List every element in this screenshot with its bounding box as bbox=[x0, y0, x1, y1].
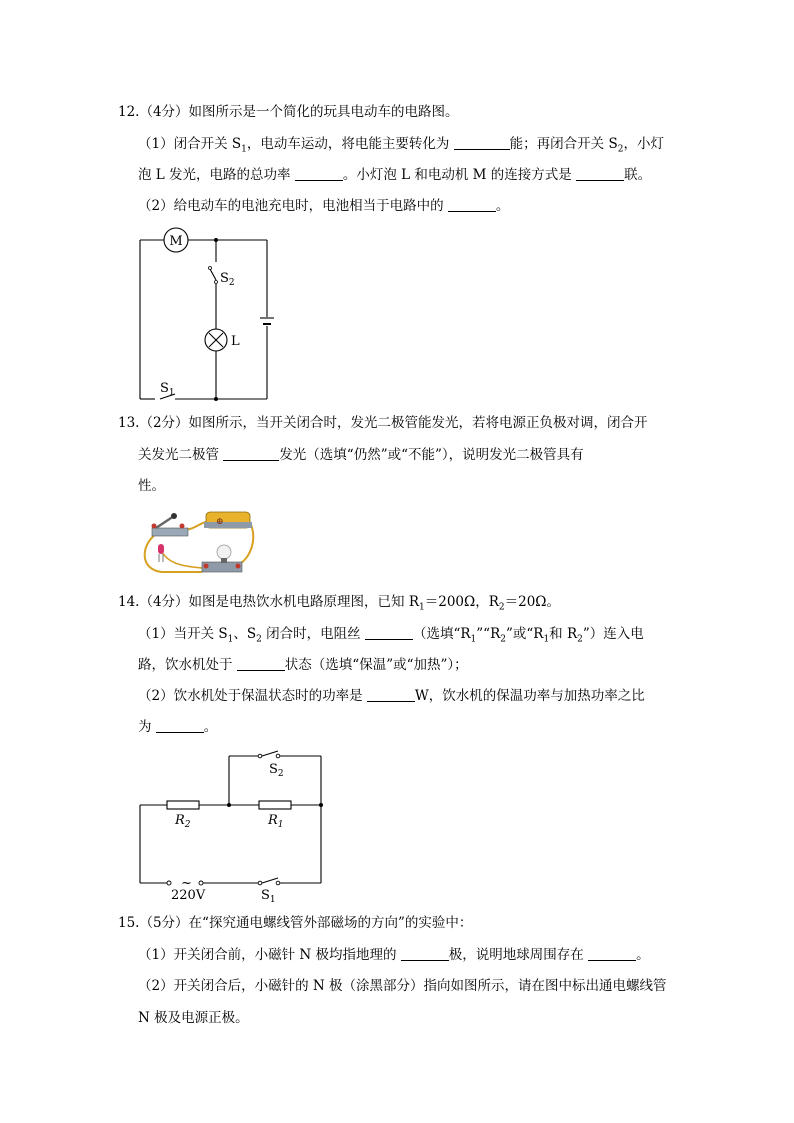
text-span: 、S bbox=[233, 626, 257, 642]
text-span: 。 bbox=[203, 719, 218, 735]
text-span: （1）闭合开关 S bbox=[138, 136, 242, 152]
answer-blank[interactable] bbox=[576, 166, 624, 181]
text-span: 联。 bbox=[624, 167, 652, 183]
q12-part2 bbox=[138, 196, 509, 216]
text-span: ”“R bbox=[476, 626, 501, 642]
answer-blank[interactable] bbox=[401, 946, 449, 961]
q14-circuit-diagram bbox=[130, 745, 330, 905]
subscript: 2 bbox=[617, 144, 624, 155]
small-bulb bbox=[217, 545, 231, 559]
subscript: 1 bbox=[277, 820, 284, 830]
switch-contact bbox=[276, 754, 280, 758]
text-span: ，小灯 bbox=[623, 136, 664, 152]
switch-contact bbox=[215, 281, 218, 284]
q14-part1-line1 bbox=[138, 624, 644, 650]
text-span: ”或“R bbox=[505, 626, 544, 642]
q15-part1 bbox=[138, 945, 650, 965]
switch-contact bbox=[258, 881, 262, 885]
text-span: （2）给电动车的电池充电时，电池相当于电路中的 bbox=[138, 198, 448, 214]
text-span: （2）饮水机处于保温状态时的功率是 bbox=[138, 688, 367, 704]
text-span: ”）连入电 bbox=[582, 626, 644, 642]
text-span: S bbox=[160, 381, 169, 396]
text-span: ，电动车运动，将电能主要转化为 bbox=[246, 136, 454, 152]
switch-handle bbox=[171, 513, 177, 519]
answer-blank[interactable] bbox=[156, 718, 204, 733]
text-span: 极，说明地球周围存在 bbox=[448, 947, 589, 963]
text-span: 路，饮水机处于 bbox=[138, 657, 237, 673]
q13-led-circuit-photo bbox=[138, 500, 256, 582]
subscript: 1 bbox=[227, 634, 234, 645]
q12-circuit-diagram bbox=[130, 222, 280, 407]
text-span: ＝200Ω，R bbox=[424, 594, 499, 610]
text-span: R bbox=[268, 813, 278, 828]
terminal bbox=[152, 524, 157, 529]
subscript: 1 bbox=[241, 144, 247, 155]
subscript: 2 bbox=[228, 278, 235, 288]
text-span: 和 R bbox=[549, 626, 578, 642]
junction-dot bbox=[319, 803, 323, 807]
resistor-r2 bbox=[167, 801, 199, 809]
subscript: 2 bbox=[498, 602, 505, 613]
text-span: 。 bbox=[636, 947, 650, 963]
s1-label bbox=[261, 888, 276, 905]
ac-symbol: ~ bbox=[181, 876, 192, 891]
answer-blank[interactable] bbox=[237, 656, 285, 671]
text-span: S bbox=[261, 888, 270, 903]
text-span: 为 bbox=[138, 719, 156, 735]
text-span: S bbox=[269, 762, 278, 777]
text-span: （选填“R bbox=[412, 626, 471, 642]
q14-part1-line2 bbox=[138, 655, 468, 675]
q12-part1-line1 bbox=[138, 134, 664, 160]
subscript: 2 bbox=[500, 634, 506, 645]
q14-part2-line1 bbox=[138, 686, 645, 706]
subscript: 2 bbox=[184, 820, 191, 830]
terminal bbox=[180, 524, 185, 529]
q13-line3: 性。 bbox=[138, 478, 165, 494]
answer-blank[interactable] bbox=[448, 197, 496, 212]
knife-switch-base bbox=[152, 528, 188, 536]
text-span: S bbox=[220, 271, 229, 286]
q15-part2-line2: N 极及电源正极。 bbox=[138, 1010, 249, 1026]
text-span: 发光（选填“仍然”或“不能”），说明发光二极管具有 bbox=[279, 447, 584, 463]
r1-label bbox=[267, 813, 284, 830]
subscript: 2 bbox=[577, 634, 583, 645]
q15-stem: 15.（5分）在“探究通电螺线管外部磁场的方向”的实验中： bbox=[118, 915, 473, 931]
answer-blank[interactable] bbox=[588, 946, 636, 961]
resistor-r1 bbox=[259, 801, 291, 809]
q13-line1: 13.（2分）如图所示，当开关闭合时，发光二极管能发光，若将电源正负极对调，闭合开 bbox=[118, 415, 648, 431]
led-bulb bbox=[158, 544, 164, 554]
answer-blank[interactable] bbox=[367, 687, 415, 702]
text-span: （1）当开关 S bbox=[138, 626, 228, 642]
voltage-label: 220V bbox=[171, 888, 206, 903]
text-span: 泡 L 发光，电路的总功率 bbox=[138, 167, 295, 183]
r2-label bbox=[174, 813, 191, 830]
power-terminal bbox=[167, 881, 171, 885]
s1-label bbox=[160, 381, 175, 398]
answer-blank[interactable] bbox=[365, 625, 413, 640]
answer-blank[interactable] bbox=[295, 166, 343, 181]
q15-part2-line1: （2）开关闭合后，小磁针的 N 极（涂黑部分）指向如图所示，请在图中标出通电螺线管 bbox=[138, 978, 667, 994]
q14-part2-line2 bbox=[138, 717, 217, 737]
answer-blank[interactable] bbox=[223, 446, 279, 461]
s2-label bbox=[269, 762, 284, 779]
q12-part1-line2 bbox=[138, 165, 651, 185]
text-span: （1）开关闭合前，小磁针 N 极均指地理的 bbox=[138, 947, 401, 963]
lamp-label: L bbox=[231, 334, 240, 349]
terminal bbox=[236, 564, 241, 569]
text-span: ＝20Ω。 bbox=[504, 594, 560, 610]
answer-blank[interactable] bbox=[454, 135, 510, 150]
text-span: 14.（4分）如图是电热饮水机电路原理图，已知 R bbox=[118, 594, 420, 610]
subscript: 1 bbox=[419, 602, 425, 613]
text-span: 。 bbox=[495, 198, 510, 214]
battery-positive-sign: ⊕ bbox=[216, 517, 224, 527]
subscript: 1 bbox=[543, 634, 550, 645]
knife-switch-blade bbox=[156, 516, 174, 528]
subscript: 2 bbox=[277, 769, 284, 779]
q12-stem: 12.（4分）如图所示是一个简化的玩具电动车的电路图。 bbox=[118, 104, 459, 120]
subscript: 2 bbox=[256, 634, 262, 645]
subscript: 1 bbox=[168, 388, 175, 398]
switch-contact bbox=[258, 754, 262, 758]
motor-label: M bbox=[169, 234, 183, 249]
junction-dot bbox=[214, 397, 218, 401]
text-span: W，饮水机的保温功率与加热功率之比 bbox=[414, 688, 645, 704]
battery-holder bbox=[204, 522, 252, 528]
switch-contact bbox=[276, 881, 280, 885]
text-span: 。小灯泡 L 和电动机 M 的连接方式是 bbox=[342, 167, 577, 183]
text-span: 关发光二极管 bbox=[138, 447, 224, 463]
text-span: 能；再闭合开关 S bbox=[509, 136, 618, 152]
q14-stem bbox=[118, 592, 560, 618]
text-span: 状态（选填“保温”或“加热”）； bbox=[284, 657, 468, 673]
text-span: R bbox=[175, 813, 185, 828]
terminal bbox=[204, 564, 209, 569]
junction-dot bbox=[214, 238, 218, 242]
subscript: 1 bbox=[470, 634, 477, 645]
subscript: 1 bbox=[269, 895, 276, 905]
power-terminal bbox=[199, 881, 203, 885]
s2-label bbox=[220, 271, 235, 288]
q13-line2 bbox=[138, 445, 584, 465]
junction-dot bbox=[227, 803, 231, 807]
text-span: 闭合时，电阻丝 bbox=[261, 626, 365, 642]
